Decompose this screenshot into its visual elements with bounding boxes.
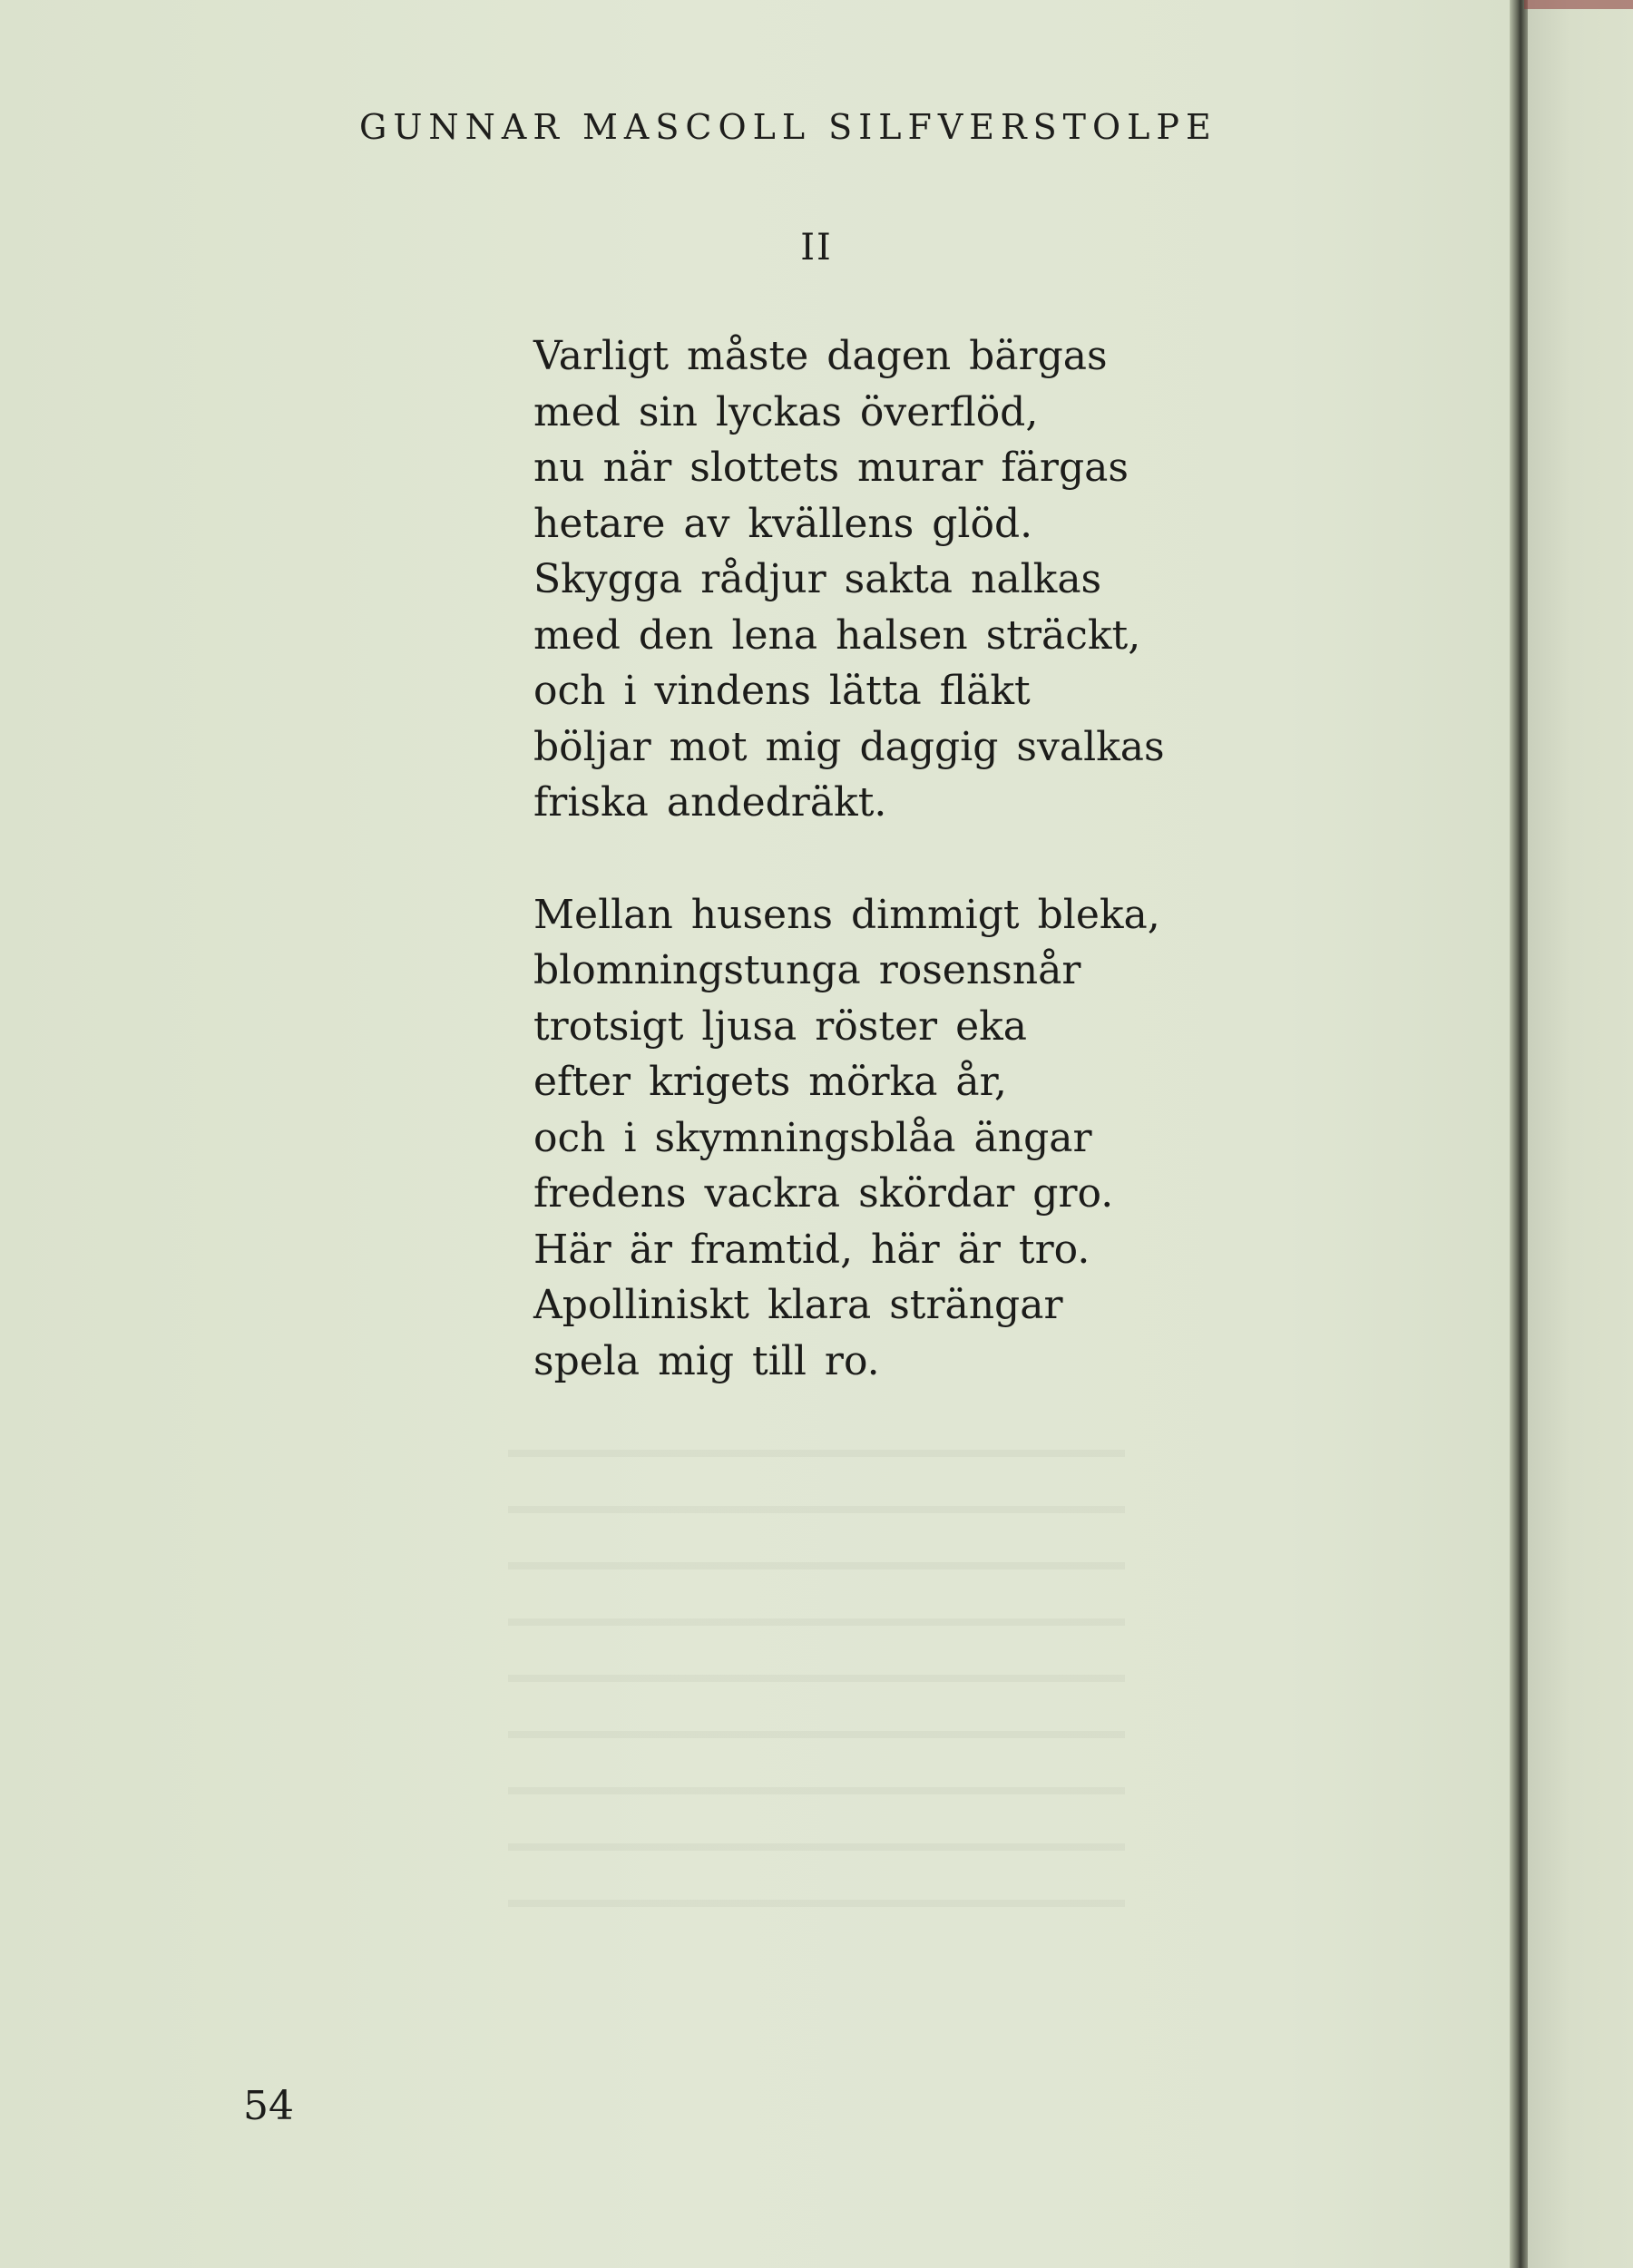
show-through-text-shadow: [508, 1415, 1125, 1941]
poem-line: Skygga rådjur sakta nalkas: [533, 556, 1102, 602]
stanza-1: [533, 328, 1259, 831]
poem-line: hetare av kvällens glöd.: [533, 500, 1033, 547]
poem-line: böljar mot mig daggig svalkas: [533, 723, 1165, 770]
poem-line: efter krigets mörka år,: [533, 1059, 1007, 1105]
book-spine-gutter: [1510, 0, 1528, 2268]
poem-line: och i skymningsblåa ängar: [533, 1114, 1092, 1161]
poem-line: blomningstunga rosensnår: [533, 947, 1081, 993]
poem-line: Apolliniskt klara strängar: [533, 1282, 1063, 1328]
poem-line: Mellan husens dimmigt bleka,: [533, 891, 1160, 938]
running-head: GUNNAR MASCOLL SILFVERSTOLPE: [359, 107, 1217, 147]
page-number: 54: [243, 2083, 294, 2129]
facing-page-edge: [1528, 0, 1633, 2268]
poem-line: med den lena halsen sträckt,: [533, 611, 1141, 659]
poem-line: Varligt måste dagen bärgas: [533, 333, 1108, 379]
stanza-2: [533, 887, 1259, 1390]
poem-line: fredens vackra skördar gro.: [533, 1170, 1114, 1217]
red-edge-mark: [1524, 0, 1633, 9]
poem-line: friska andedräkt.: [533, 779, 887, 826]
poem-line: trotsigt ljusa röster eka: [533, 1002, 1028, 1050]
poem-line: nu när slottets murar färgas: [533, 445, 1129, 491]
poem: [533, 328, 1259, 1389]
poem-line: spela mig till ro.: [533, 1337, 880, 1384]
poem-line: och i vindens lätta fläkt: [533, 668, 1031, 714]
poem-line: med sin lyckas överflöd,: [533, 388, 1039, 435]
poem-line: Här är framtid, här är tro.: [533, 1226, 1090, 1273]
section-number: II: [800, 227, 833, 269]
